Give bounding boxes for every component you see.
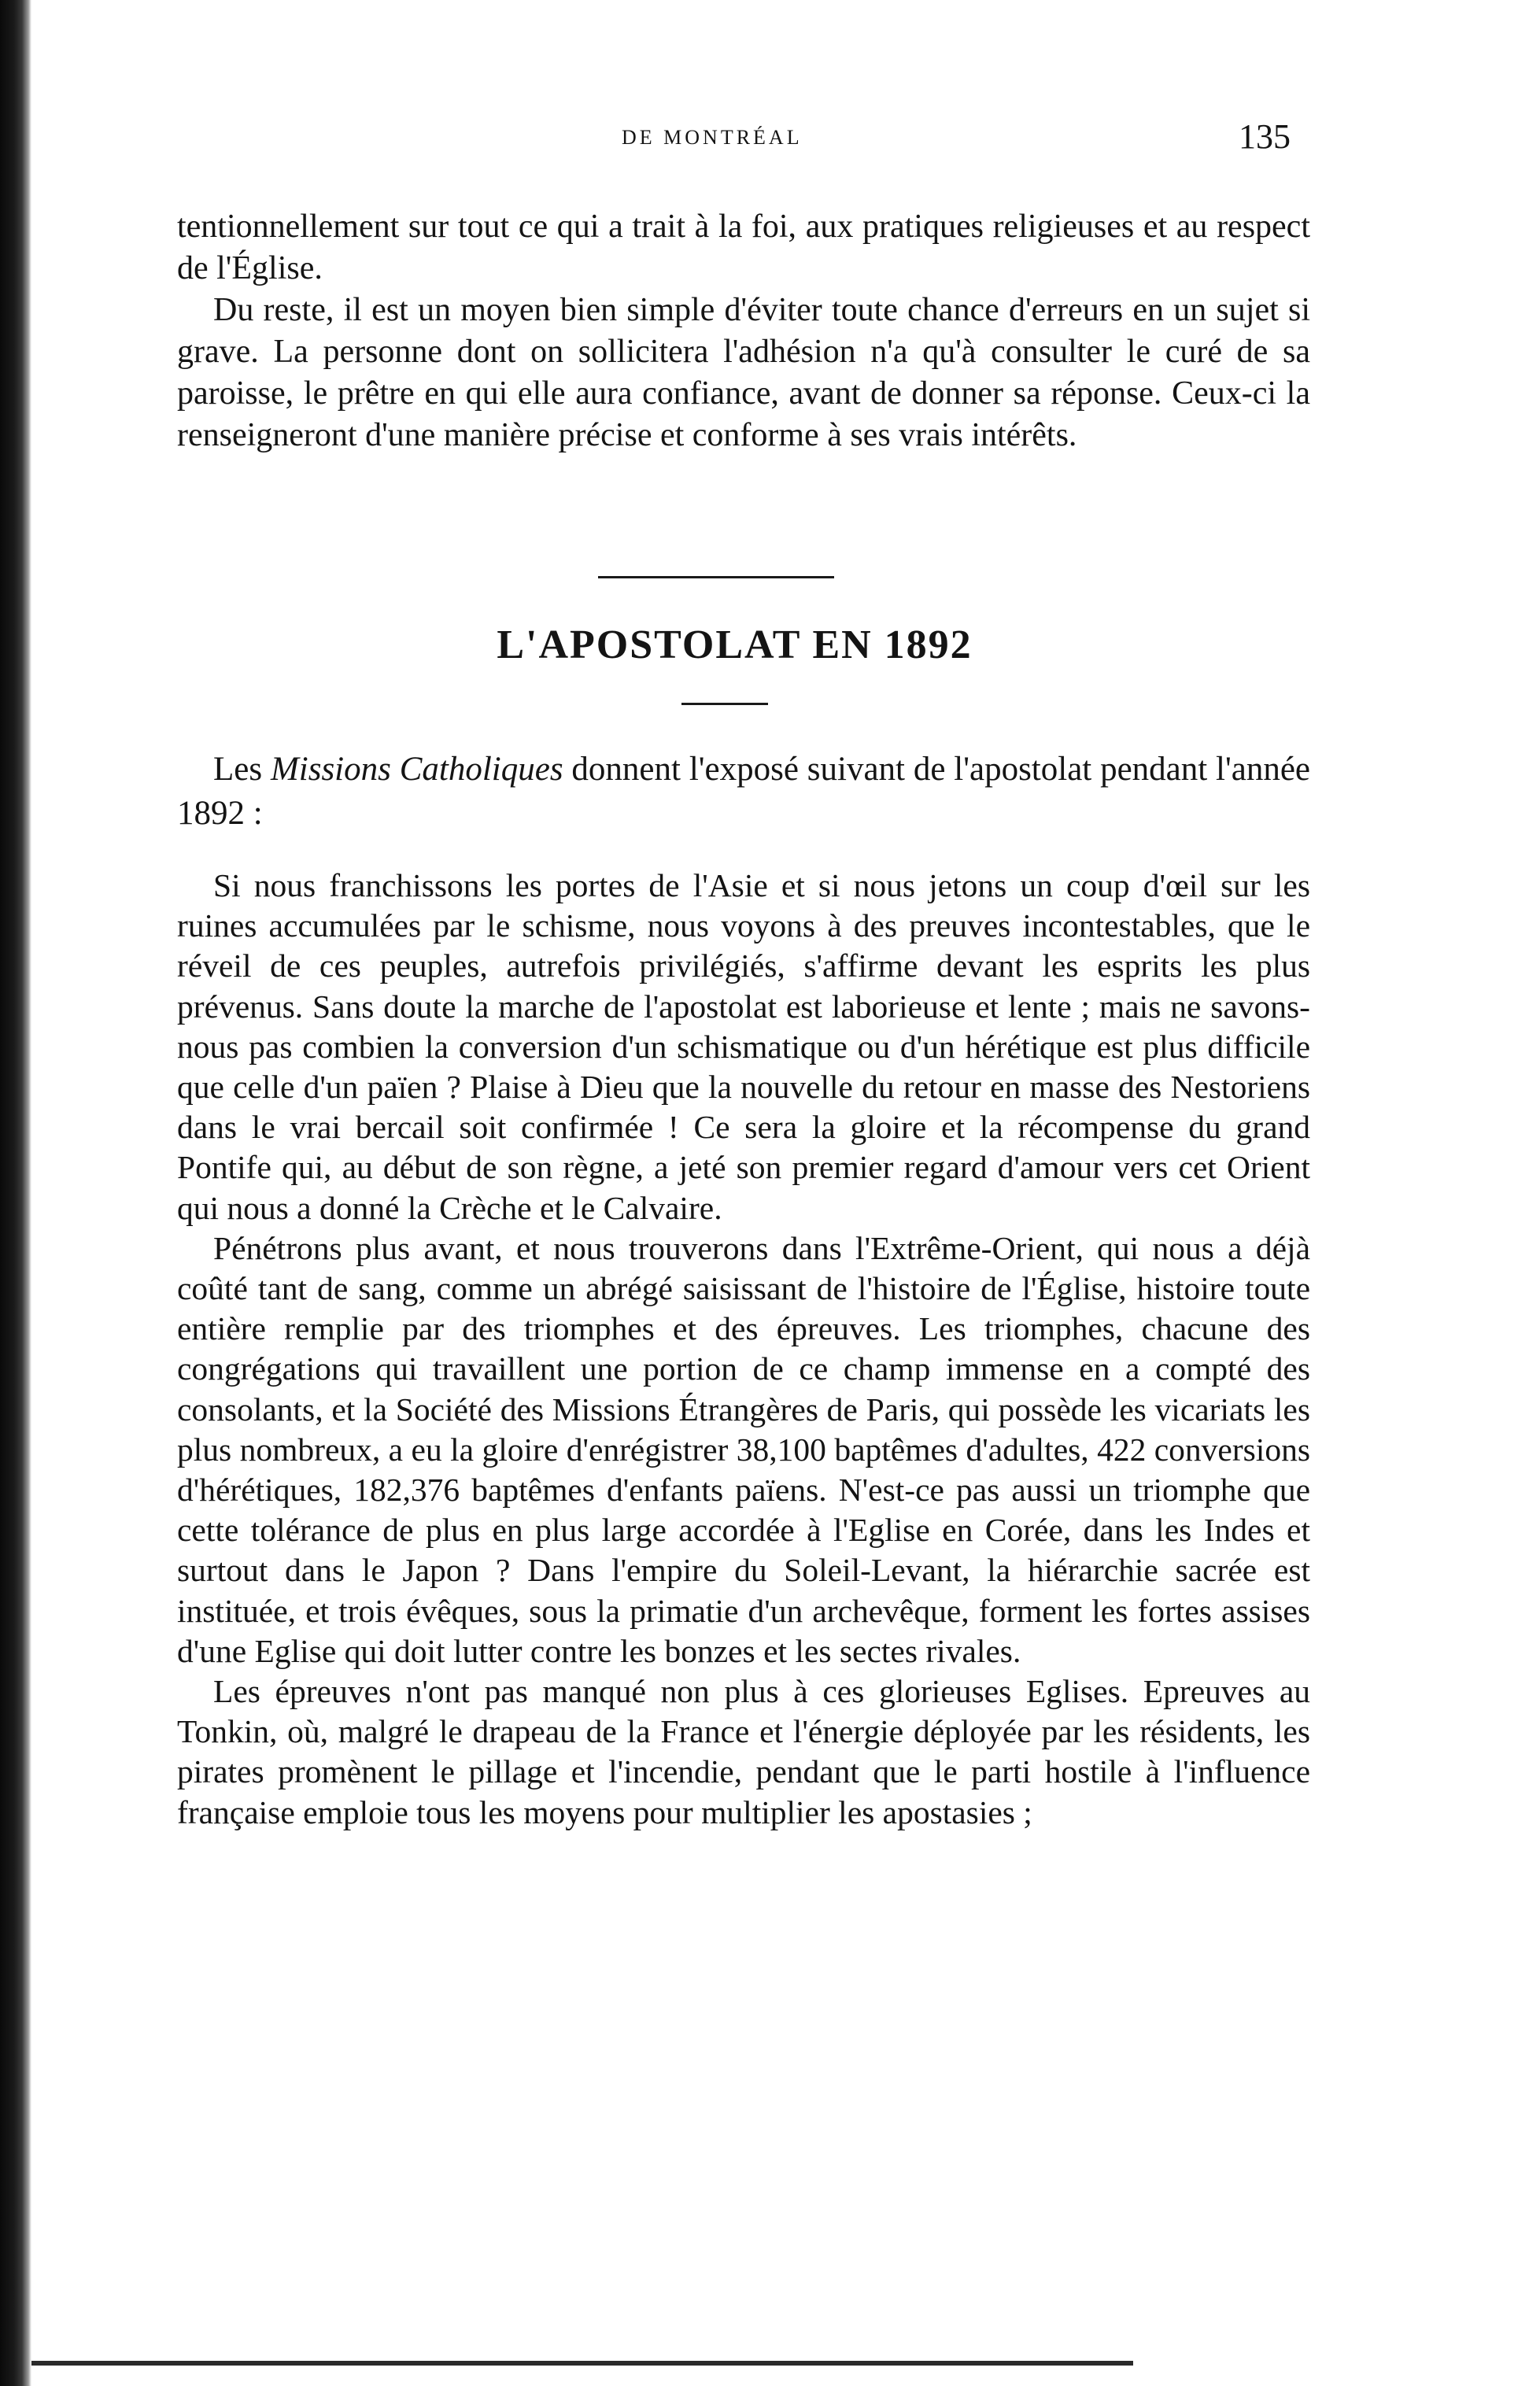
quote-paragraph: Pénétrons plus avant, et nous trouverons dans l'Extrême-Orient, qui nous a déjà coûté tant de sang, comme un abrégé saisissant de l'histoire de l'Église, histoire toute entière remplie par des triomphes et des épreuves. Les triomphes, chacune des congrégations qui travaillent une portion de ce champ immense en a compté des consolants, et la Société des Missions Étrangères de Paris, qui possède les vicariats les plus nombreux, a eu la gloire d'enrégistrer 38,100 baptêmes d'adultes, 422 conversions d'hérétiques, 182,376 baptêmes d'enfants païens. N'est-ce pas aussi un triomphe que cette tolérance de plus en plus large accordée à l'Eglise en Corée, dans les Indes et surtout dans le Japon ? Dans l'empire du Soleil-Levant, la hiérarchie sacrée est instituée, et trois évêques, sous la primatie d'un archevêque, forment les fortes assises d'une Eglise qui doit lutter contre les bonzes et les sectes rivales. (177, 1229, 1310, 1669)
paragraph: Du reste, il est un moyen bien simple d'éviter toute chance d'erreurs en un sujet si grave. La personne dont on sollicitera l'adhésion n'a qu'à consulter le curé de sa paroisse, le prêtre en qui elle aura confiance, avant de donner sa réponse. Ceux-ci la renseigneront d'une manière précise et conforme à ses vrais intérêts. (177, 292, 1310, 453)
paragraph-continuation: tentionnellement sur tout ce qui a trait à la foi, aux pratiques religieuses et au respect de l'Église. (177, 209, 1310, 286)
heading-underline-rule (681, 703, 768, 705)
running-head (0, 116, 1540, 164)
quoted-report (177, 866, 1310, 1833)
lead-text (177, 748, 1310, 836)
binding-edge (0, 0, 31, 2386)
lead-text-start: Les (213, 751, 271, 788)
section-divider-rule (598, 576, 834, 578)
page-number: 135 (1239, 117, 1291, 156)
lead-publication-title: Missions Catholiques (270, 751, 563, 788)
lead-text-end: donnent l'exposé suivant de l'apostolat pendant l'année 1892 : (177, 751, 1311, 832)
top-text-block (177, 206, 1310, 456)
section-heading-text: L'APOSTOLAT EN 1892 (497, 622, 973, 667)
quote-paragraph: Les épreuves n'ont pas manqué non plus à ces glorieuses Eglises. Epreuves au Tonkin, où, malgré le drapeau de la France et l'énergie déployée par les résidents, les pirates promènent le pillage et l'incendie, pendant que le parti hostile à l'influence française emploie tous les moyens pour multiplier les apostasies ; (177, 1673, 1310, 1830)
lead-paragraph (177, 748, 1310, 836)
bottom-scan-edge (31, 2361, 1133, 2366)
running-title: DE MONTRÉAL (622, 126, 803, 149)
section-heading (0, 622, 1540, 668)
quote-paragraph: Si nous franchissons les portes de l'Asie et si nous jetons un coup d'œil sur les ruines accumulées par le schisme, nous voyons à des preuves incontestables, que le réveil de ces peuples, autrefois privilégiés, s'affirme devant les esprits les plus prévenus. Sans doute la marche de l'apostolat est laborieuse et lente ; mais ne savons-nous pas combien la conversion d'un schismatique ou d'un hérétique est plus difficile que celle d'un païen ? Plaise à Dieu que la nouvelle du retour en masse des Nestoriens dans le vrai bercail soit confirmée ! Ce sera la gloire et la récompense du grand Pontife qui, au début de son règne, a jeté son premier regard d'amour vers cet Orient qui nous a donné la Crèche et le Calvaire. (177, 867, 1310, 1226)
